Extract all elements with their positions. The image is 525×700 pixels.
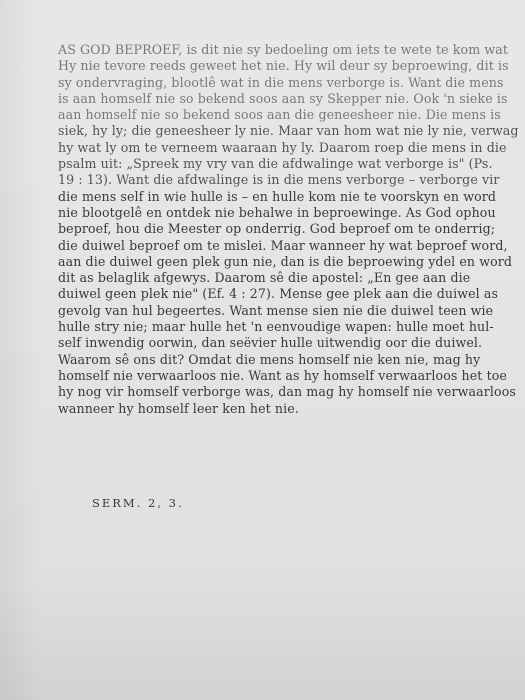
page-shadow-bottom: [0, 580, 525, 700]
paragraph-line: is aan homself nie so bekend soos aan sy Skepper nie. Ook 'n sieke is: [58, 90, 508, 106]
paragraph-line: duiwel geen plek nie" (Ef. 4 : 27). Mense gee plek aan die duiwel as: [58, 286, 499, 302]
paragraph-line: die duiwel beproef om te mislei. Maar wanneer hy wat beproef word,: [58, 237, 508, 253]
sermon-paragraph: [58, 42, 519, 417]
paragraph-line: aan die duiwel geen plek gun nie, dan is die beproewing ydel en word: [58, 253, 513, 269]
paragraph-line: dit as belaglik afgewys. Daarom sê die apostel: „En gee aan die: [58, 270, 471, 286]
paragraph-line: sy ondervraging, blootlê wat in die mens verborge is. Want die mens: [58, 74, 504, 90]
source-citation: SERM. 2, 3.: [92, 496, 184, 510]
paragraph-line: homself nie verwaarloos nie. Want as hy homself verwaarloos het toe: [58, 367, 507, 383]
paragraph-line: Waarom sê ons dit? Omdat die mens homself nie ken nie, mag hy: [58, 351, 481, 367]
paragraph-line: hulle stry nie; maar hulle het 'n eenvoudige wapen: hulle moet hul-: [58, 319, 494, 335]
paragraph-line: die mens self in wie hulle is – en hulle kom nie te voorskyn en word: [58, 188, 497, 204]
paragraph-line: nie blootgelê en ontdek nie behalwe in beproewinge. As God ophou: [58, 204, 496, 220]
paragraph-line: gevolg van hul begeertes. Want mense sien nie die duiwel teen wie: [58, 302, 494, 318]
paragraph-line: 19 : 13). Want die afdwalinge is in die mens verborge – verborge vir: [58, 172, 500, 188]
paragraph-line: aan homself nie so bekend soos aan die geneesheer nie. Die mens is: [58, 107, 501, 123]
paragraph-line: Hy nie tevore reeds geweet het nie. Hy wil deur sy beproewing, dit is: [58, 58, 509, 74]
paragraph-line: AS GOD BEPROEF, is dit nie sy bedoeling om iets te wete te kom wat: [58, 42, 509, 57]
paragraph-line: hy wat ly om te verneem waaraan hy ly. Daarom roep die mens in die: [58, 139, 507, 155]
paragraph-line: beproef, hou die Meester op onderrig. God beproef om te onderrig;: [58, 221, 496, 237]
paragraph-line: wanneer hy homself leer ken het nie.: [58, 400, 299, 416]
paragraph-line: hy nog vir homself verborge was, dan mag hy homself nie verwaarloos: [58, 384, 516, 400]
paragraph-line: psalm uit: „Spreek my vry van die afdwalinge wat verborge is" (Ps.: [58, 156, 493, 172]
paragraph-line: self inwendig oorwin, dan seëvier hulle uitwendig oor die duiwel.: [58, 335, 483, 351]
paragraph-line: siek, hy ly; die geneesheer ly nie. Maar van hom wat nie ly nie, verwag: [58, 123, 519, 139]
